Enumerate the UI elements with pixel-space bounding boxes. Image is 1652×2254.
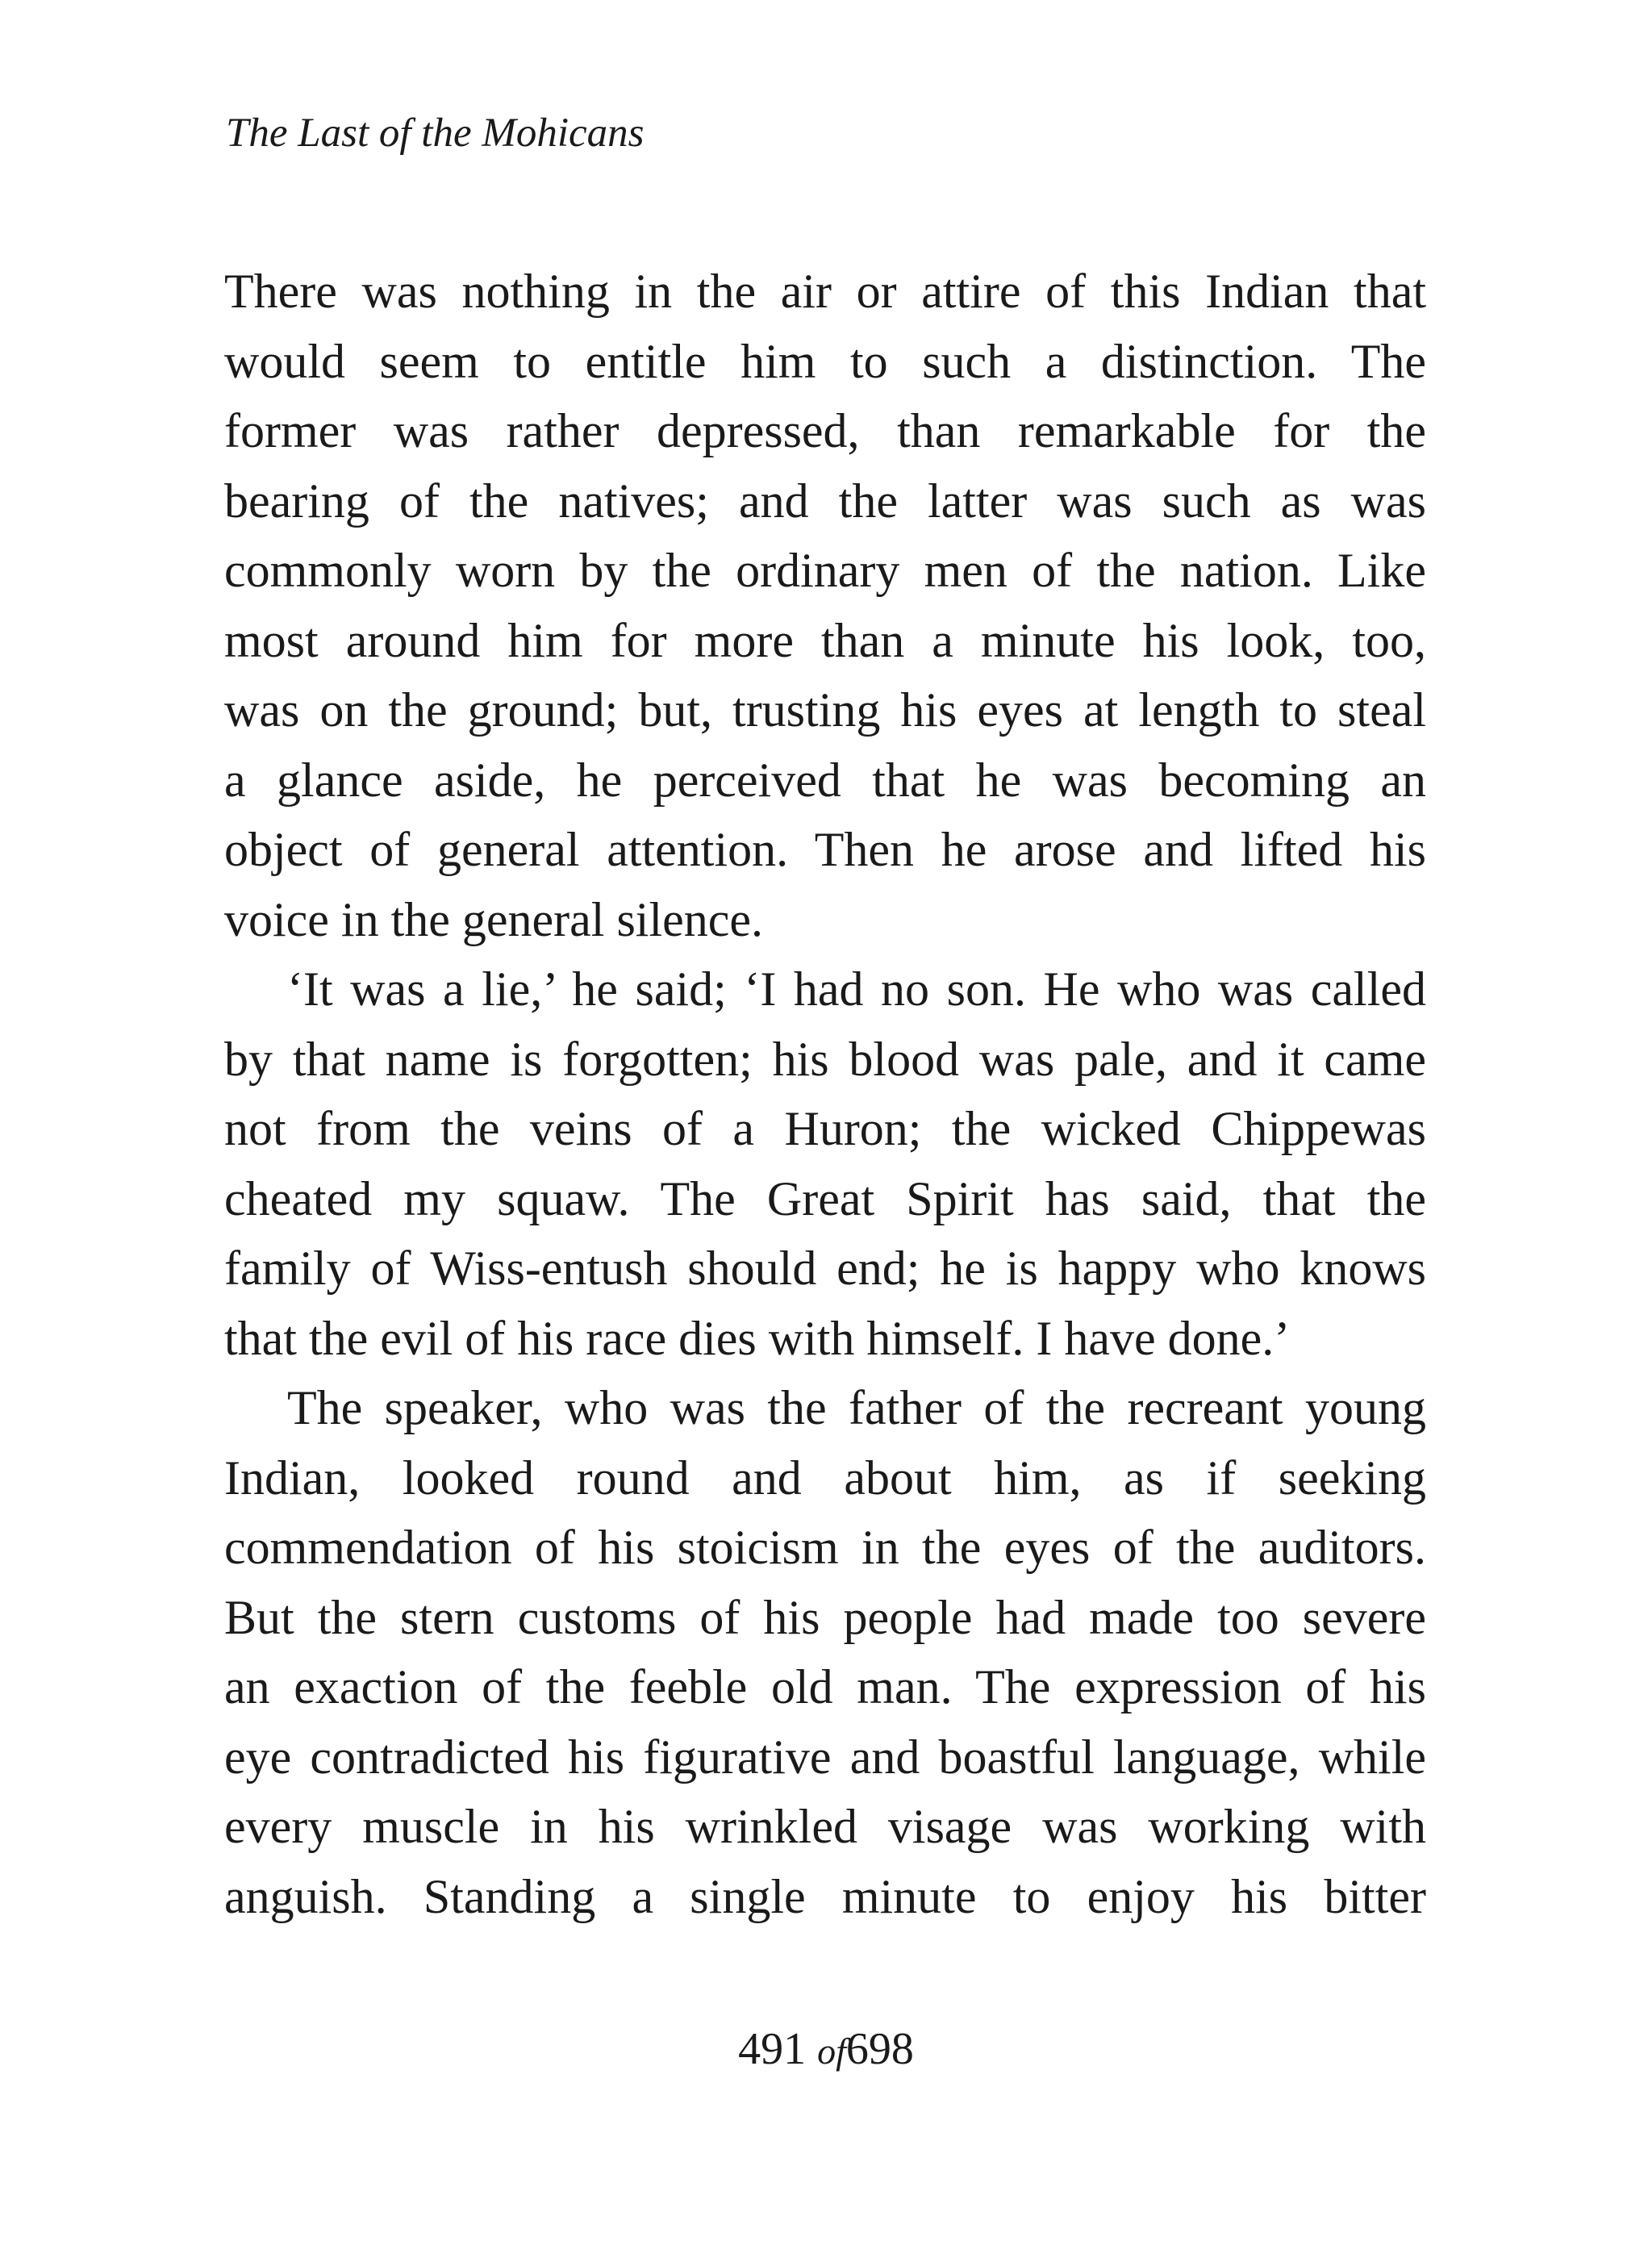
running-header: The Last of the Mohicans bbox=[226, 111, 645, 156]
of-separator: of bbox=[817, 2031, 846, 2072]
current-page-number: 491 bbox=[738, 2024, 807, 2074]
text-line: voice in the general silence. bbox=[224, 892, 764, 946]
text-line: would seem to entitle him to such a distinction. The bbox=[224, 334, 1426, 388]
body-text bbox=[224, 257, 1426, 1931]
text-line: every muscle in his wrinkled visage was working with bbox=[224, 1800, 1426, 1853]
text-line: that the evil of his race dies with himself. I have done.’ bbox=[224, 1311, 1291, 1365]
text-line: an exaction of the feeble old man. The expression of his bbox=[224, 1660, 1426, 1713]
text-line: not from the veins of a Huron; the wicked Chippewas bbox=[224, 1102, 1426, 1155]
total-page-count: 698 bbox=[845, 2024, 914, 2074]
text-line: anguish. Standing a single minute to enjoy his bitter bbox=[224, 1869, 1426, 1923]
text-line: object of general attention. Then he arose and lifted his bbox=[224, 823, 1426, 876]
text-line: was on the ground; but, trusting his eyes at length to steal bbox=[224, 683, 1426, 737]
page-number-footer bbox=[0, 2021, 1652, 2080]
text-line: former was rather depressed, than remarkable for the bbox=[224, 404, 1426, 457]
text-line: The speaker, who was the father of the recreant young bbox=[287, 1381, 1426, 1434]
text-line: cheated my squaw. The Great Spirit has said, that the bbox=[224, 1171, 1426, 1225]
text-line: There was nothing in the air or attire of this Indian that bbox=[224, 265, 1426, 318]
text-line: by that name is forgotten; his blood was pale, and it came bbox=[224, 1032, 1426, 1086]
text-line: most around him for more than a minute his look, too, bbox=[224, 613, 1426, 667]
text-line: bearing of the natives; and the latter was such as was bbox=[224, 474, 1426, 528]
text-line: ‘It was a lie,’ he said; ‘I had no son. He who was called bbox=[287, 962, 1426, 1016]
text-line: commendation of his stoicism in the eyes of the auditors. bbox=[224, 1521, 1426, 1574]
text-line: Indian, looked round and about him, as if seeking bbox=[224, 1450, 1426, 1505]
text-line: a glance aside, he perceived that he was becoming an bbox=[224, 753, 1426, 807]
text-line: eye contradicted his figurative and boastful language, while bbox=[224, 1730, 1426, 1784]
text-line: commonly worn by the ordinary men of the nation. Like bbox=[224, 544, 1426, 597]
text-line: But the stern customs of his people had made too severe bbox=[224, 1590, 1426, 1644]
text-line: family of Wiss-entush should end; he is happy who knows bbox=[224, 1242, 1426, 1295]
